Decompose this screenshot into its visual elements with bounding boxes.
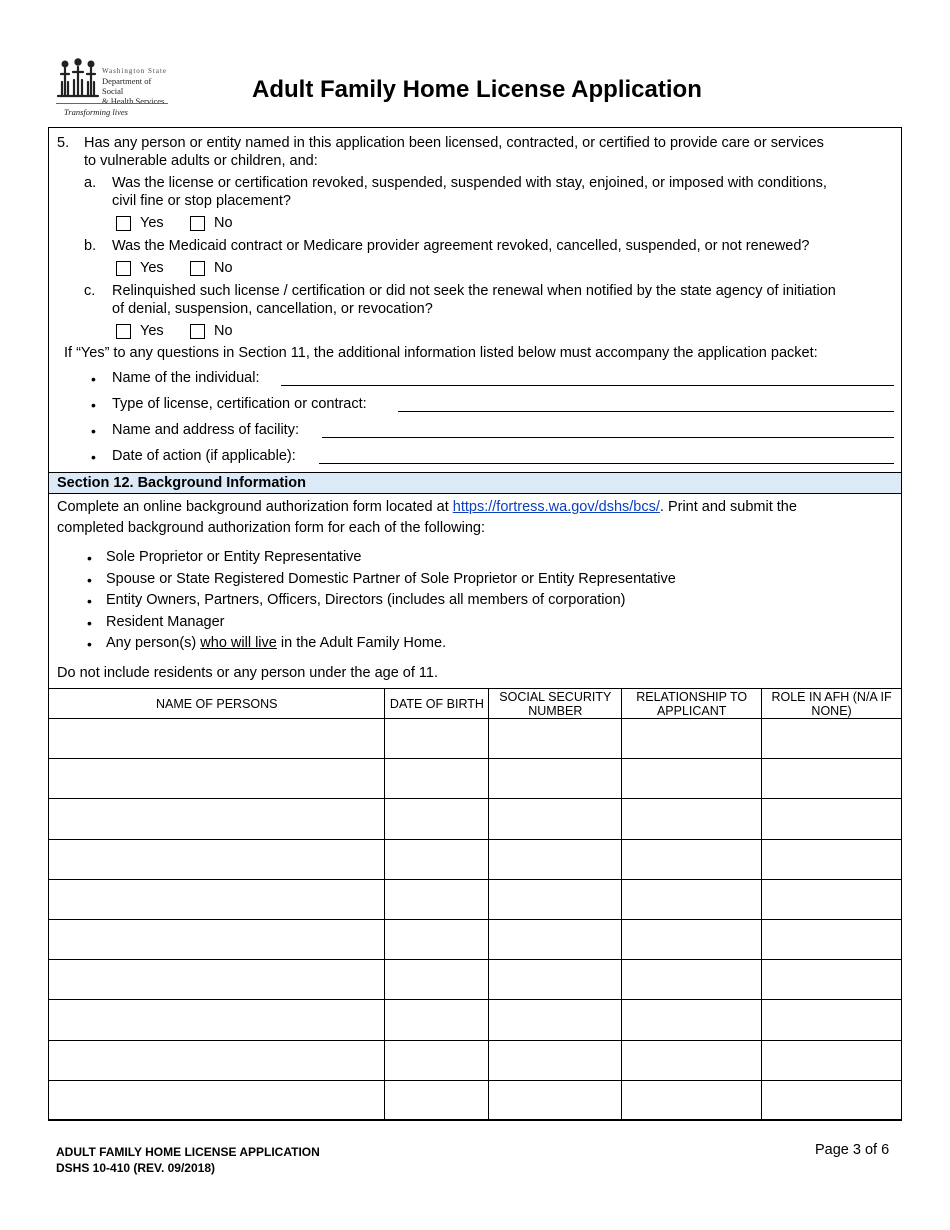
section12-note: Do not include residents or any person under the age of 11. — [57, 665, 439, 681]
bullet: • — [91, 371, 96, 387]
logo-text — [102, 66, 170, 106]
q5b-yes-checkbox[interactable] — [116, 261, 131, 276]
footer-form-info — [56, 1144, 320, 1176]
q5c-yes-label: Yes — [140, 323, 164, 339]
ssn-cell[interactable] — [489, 759, 622, 799]
q5a-line2: civil fine or stop placement? — [112, 193, 291, 209]
dshs-logo — [56, 58, 170, 120]
section12-title: Section 12. Background Information — [57, 475, 306, 491]
ssn-cell[interactable] — [489, 799, 622, 839]
ssn-cell[interactable] — [489, 719, 622, 759]
name-cell[interactable] — [49, 1080, 385, 1120]
table-row — [49, 839, 902, 879]
bullet: • — [91, 397, 96, 413]
dshs-logo-icon — [56, 58, 100, 100]
q5c-no-label: No — [214, 323, 233, 339]
table-row — [49, 1000, 902, 1040]
table-row — [49, 799, 902, 839]
role-cell[interactable] — [762, 799, 902, 839]
field-facility-line[interactable] — [322, 437, 894, 438]
field-label-individual: Name of the individual: — [112, 370, 260, 386]
bg-item-any-person — [106, 634, 446, 652]
col-ssn: SOCIAL SECURITY NUMBER — [489, 689, 622, 719]
col-name-of-persons: NAME OF PERSONS — [49, 689, 385, 719]
table-row — [49, 879, 902, 919]
bg-item-spouse: Spouse or State Registered Domestic Partner of Sole Proprietor or Entity Representative — [106, 571, 676, 587]
role-cell[interactable] — [762, 919, 902, 959]
persons-table — [48, 688, 902, 1121]
logo-dept-line2: & Health Services — [102, 96, 165, 106]
if-yes-note: If “Yes” to any questions in Section 11, the additional information listed below must accompany the application packet: — [64, 345, 818, 361]
ssn-cell[interactable] — [489, 1080, 622, 1120]
q5c-yes-checkbox[interactable] — [116, 324, 131, 339]
relationship-cell[interactable] — [622, 1040, 762, 1080]
form-frame — [48, 127, 902, 1120]
role-cell[interactable] — [762, 1080, 902, 1120]
dob-cell[interactable] — [385, 799, 489, 839]
table-row — [49, 1080, 902, 1120]
dob-cell[interactable] — [385, 1080, 489, 1120]
role-cell[interactable] — [762, 839, 902, 879]
q5b-yes-label: Yes — [140, 260, 164, 276]
q5-number: 5. — [57, 135, 70, 151]
relationship-cell[interactable] — [622, 759, 762, 799]
q5b-letter: b. — [84, 238, 97, 254]
any-person-post: in the Adult Family Home. — [280, 635, 447, 651]
bullet: • — [87, 572, 92, 588]
dob-cell[interactable] — [385, 919, 489, 959]
field-label-facility: Name and address of facility: — [112, 422, 299, 438]
ssn-cell[interactable] — [489, 1040, 622, 1080]
intro-post: . Print and submit the — [659, 499, 797, 515]
table-row — [49, 759, 902, 799]
field-date-line[interactable] — [319, 463, 894, 464]
ssn-cell[interactable] — [489, 839, 622, 879]
relationship-cell[interactable] — [622, 719, 762, 759]
q5b-no-checkbox[interactable] — [190, 261, 205, 276]
dob-cell[interactable] — [385, 839, 489, 879]
relationship-cell[interactable] — [622, 879, 762, 919]
q5a-yes-label: Yes — [140, 215, 164, 231]
q5c-line1: Relinquished such license / certification or did not seek the renewal when notified by the state agency of initiation — [112, 283, 836, 299]
role-cell[interactable] — [762, 1040, 902, 1080]
logo-divider — [56, 103, 168, 104]
name-cell[interactable] — [49, 919, 385, 959]
intro-pre: Complete an online background authorization form located at — [57, 499, 449, 515]
table-header-row — [49, 689, 902, 719]
table-row — [49, 719, 902, 759]
any-person-pre: Any person(s) — [106, 635, 197, 651]
name-cell[interactable] — [49, 1040, 385, 1080]
q5a-no-label: No — [214, 215, 233, 231]
footer-form-title: ADULT FAMILY HOME LICENSE APPLICATION — [56, 1145, 320, 1159]
q5c-no-checkbox[interactable] — [190, 324, 205, 339]
role-cell[interactable] — [762, 1000, 902, 1040]
bullet: • — [87, 615, 92, 631]
name-cell[interactable] — [49, 879, 385, 919]
dob-cell[interactable] — [385, 719, 489, 759]
col-date-of-birth: DATE OF BIRTH — [385, 689, 489, 719]
dob-cell[interactable] — [385, 960, 489, 1000]
dob-cell[interactable] — [385, 759, 489, 799]
section12-intro-line1 — [57, 498, 797, 516]
bg-item-resident-manager: Resident Manager — [106, 614, 225, 630]
bullet: • — [91, 449, 96, 465]
any-person-underlined: who will live — [200, 635, 277, 651]
col-role-in-afh: ROLE IN AFH (N/A IF NONE) — [762, 689, 902, 719]
role-cell[interactable] — [762, 960, 902, 1000]
bullet: • — [87, 593, 92, 609]
page-number: Page 3 of 6 — [815, 1142, 890, 1158]
q5a-line1: Was the license or certification revoked, suspended, suspended with stay, enjoined, or imposed with conditions, — [112, 175, 827, 191]
q5c-letter: c. — [84, 283, 96, 299]
col-relationship: RELATIONSHIP TO APPLICANT — [622, 689, 762, 719]
relationship-cell[interactable] — [622, 1000, 762, 1040]
bullet: • — [87, 636, 92, 652]
table-row — [49, 1040, 902, 1080]
relationship-cell[interactable] — [622, 839, 762, 879]
q5a-no-checkbox[interactable] — [190, 216, 205, 231]
q5-text-line2: to vulnerable adults or children, and: — [84, 153, 318, 169]
bullet: • — [91, 423, 96, 439]
name-cell[interactable] — [49, 799, 385, 839]
dob-cell[interactable] — [385, 1040, 489, 1080]
q5b-no-label: No — [214, 260, 233, 276]
name-cell[interactable] — [49, 960, 385, 1000]
logo-tagline: Transforming lives — [64, 107, 128, 117]
section12-intro-line2: completed background authorization form for each of the following: — [57, 520, 485, 536]
logo-state: Washington State — [102, 67, 168, 75]
bg-item-sole-proprietor: Sole Proprietor or Entity Representative — [106, 549, 362, 565]
field-label-license-type: Type of license, certification or contract: — [112, 396, 367, 412]
role-cell[interactable] — [762, 719, 902, 759]
role-cell[interactable] — [762, 759, 902, 799]
field-label-date: Date of action (if applicable): — [112, 448, 296, 464]
ssn-cell[interactable] — [489, 879, 622, 919]
q5b-line1: Was the Medicaid contract or Medicare provider agreement revoked, cancelled, suspended, or not renewed? — [112, 238, 810, 254]
relationship-cell[interactable] — [622, 960, 762, 1000]
dob-cell[interactable] — [385, 1000, 489, 1040]
relationship-cell[interactable] — [622, 1080, 762, 1120]
table-row — [49, 960, 902, 1000]
table-body — [49, 719, 902, 1121]
table-row — [49, 919, 902, 959]
background-check-link[interactable]: https://fortress.wa.gov/dshs/bcs/ — [452, 499, 660, 515]
q5c-line2: of denial, suspension, cancellation, or revocation? — [112, 301, 433, 317]
logo-dept-line1: Department of Social — [102, 76, 152, 96]
field-individual-line[interactable] — [281, 385, 894, 386]
name-cell[interactable] — [49, 759, 385, 799]
bullet: • — [87, 550, 92, 566]
name-cell[interactable] — [49, 719, 385, 759]
ssn-cell[interactable] — [489, 919, 622, 959]
page-title: Adult Family Home License Application — [252, 76, 702, 103]
field-license-type-line[interactable] — [398, 411, 894, 412]
name-cell[interactable] — [49, 1000, 385, 1040]
name-cell[interactable] — [49, 839, 385, 879]
bg-item-entity-owners: Entity Owners, Partners, Officers, Directors (includes all members of corporation) — [106, 592, 626, 608]
q5a-yes-checkbox[interactable] — [116, 216, 131, 231]
section12-heading — [49, 472, 901, 494]
dob-cell[interactable] — [385, 879, 489, 919]
q5a-letter: a. — [84, 175, 97, 191]
ssn-cell[interactable] — [489, 960, 622, 1000]
footer-form-number: DSHS 10-410 (REV. 09/2018) — [56, 1161, 215, 1175]
q5-text-line1: Has any person or entity named in this application been licensed, contracted, or certified to provide care or services — [84, 135, 824, 151]
relationship-cell[interactable] — [622, 919, 762, 959]
role-cell[interactable] — [762, 879, 902, 919]
relationship-cell[interactable] — [622, 799, 762, 839]
ssn-cell[interactable] — [489, 1000, 622, 1040]
